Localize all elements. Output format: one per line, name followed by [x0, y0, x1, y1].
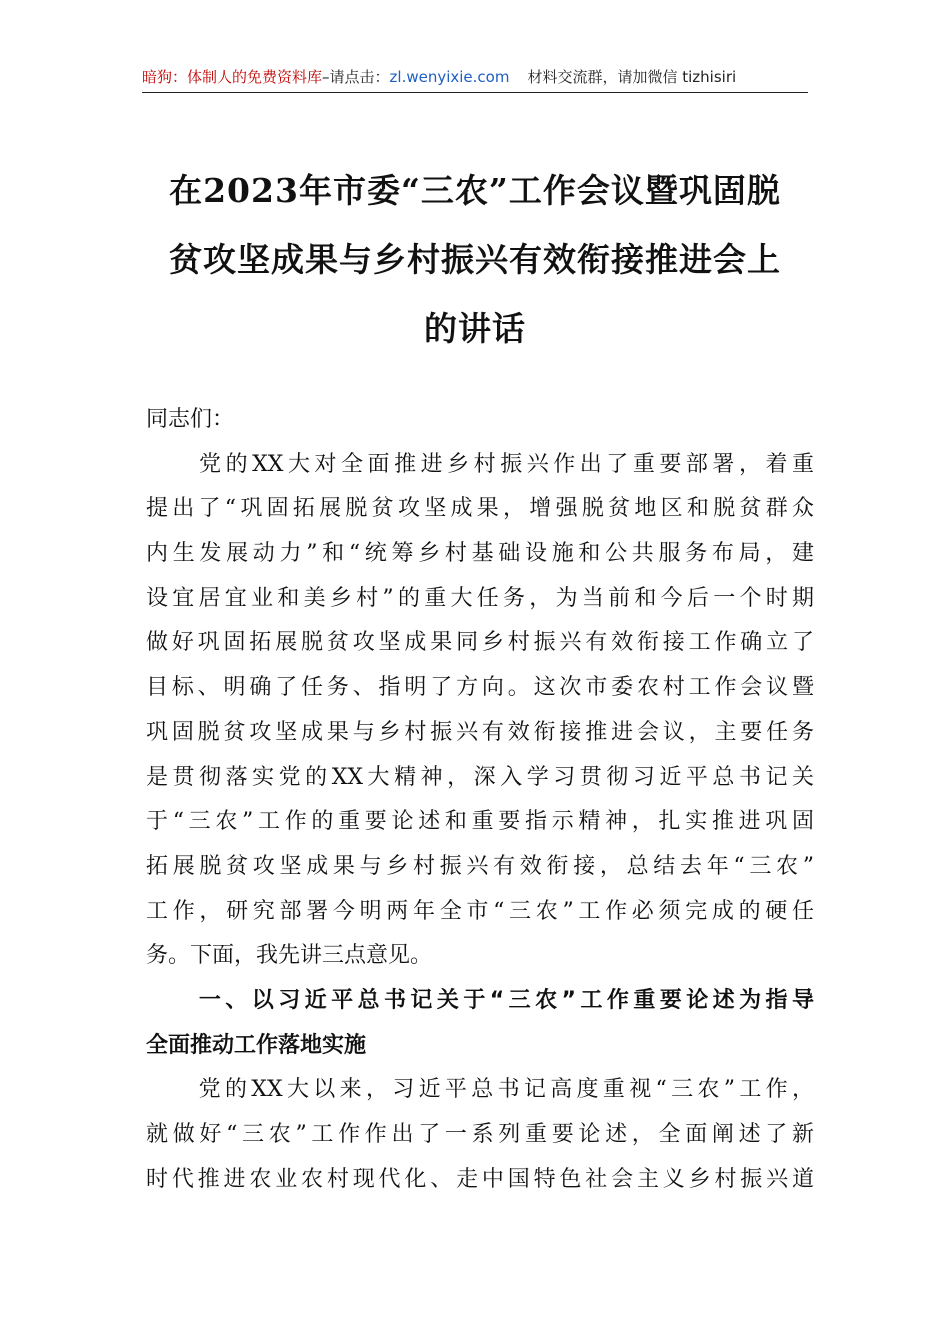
title-line: 贫攻坚成果与乡村振兴有效衔接推进会上: [169, 240, 781, 279]
paragraph-1: [146, 443, 814, 979]
salutation: 同志们：: [146, 407, 235, 432]
header-click-prompt: –请点击：: [322, 68, 390, 86]
section-heading-1: [146, 979, 814, 1068]
paragraph-2: [146, 1068, 814, 1202]
paragraph-line: 内生发展动力”和“统筹乡村基础设施和公共服务布局，建: [146, 541, 814, 567]
paragraph-line: 设宜居宜业和美乡村”的重大任务，为当前和今后一个时期: [146, 585, 814, 611]
paragraph-line: 目标、明确了任务、指明了方向。这次市委农村工作会议暨: [146, 675, 814, 701]
heading-line: 全面推动工作落地实施: [146, 1032, 367, 1058]
paragraph-line: 提出了“巩固拓展脱贫攻坚成果，增强脱贫地区和脱贫群众: [146, 496, 814, 522]
paragraph-line: 做好巩固拓展脱贫攻坚成果同乡村振兴有效衔接工作确立了: [146, 630, 814, 656]
paragraph-line: 就做好“三农”工作作出了一系列重要论述，全面阐述了新: [146, 1122, 814, 1147]
paragraph-line: 巩固脱贫攻坚成果与乡村振兴有效衔接推进会议，主要任务: [146, 719, 814, 745]
paragraph-line: 时代推进农业农村现代化、走中国特色社会主义乡村振兴道: [146, 1166, 814, 1192]
heading-line: 一、以习近平总书记关于“三农”工作重要论述为指导: [146, 987, 814, 1013]
paragraph-line: 党的XX大对全面推进乡村振兴作出了重要部署，着重: [146, 451, 814, 477]
title-line: 的讲话: [424, 309, 526, 348]
paragraph-line: 于“三农”工作的重要论述和重要指示精神，扎实推进巩固: [146, 809, 814, 835]
page-header: [142, 66, 808, 93]
header-brand: 暗狗：体制人的免费资料库: [142, 68, 323, 86]
document-body: [146, 398, 814, 1202]
paragraph-line: 党的XX大以来，习近平总书记高度重视“三农”工作，: [146, 1077, 814, 1103]
document-title: [140, 156, 810, 363]
paragraph-line: 拓展脱贫攻坚成果与乡村振兴有效衔接，总结去年“三农”: [146, 853, 814, 879]
paragraph-line: 工作，研究部署今明两年全市“三农”工作必须完成的硬任: [146, 898, 814, 924]
title-line: 在2023年市委“三农”工作会议暨巩固脱: [169, 171, 781, 210]
header-url-link[interactable]: zl.wenyixie.com: [389, 68, 510, 86]
header-group-text: 材料交流群，请加微信 tizhisiri: [527, 68, 737, 86]
paragraph-line: 务。下面，我先讲三点意见。: [146, 943, 433, 969]
paragraph-line: 是贯彻落实党的XX大精神，深入学习贯彻习近平总书记关: [146, 764, 814, 790]
